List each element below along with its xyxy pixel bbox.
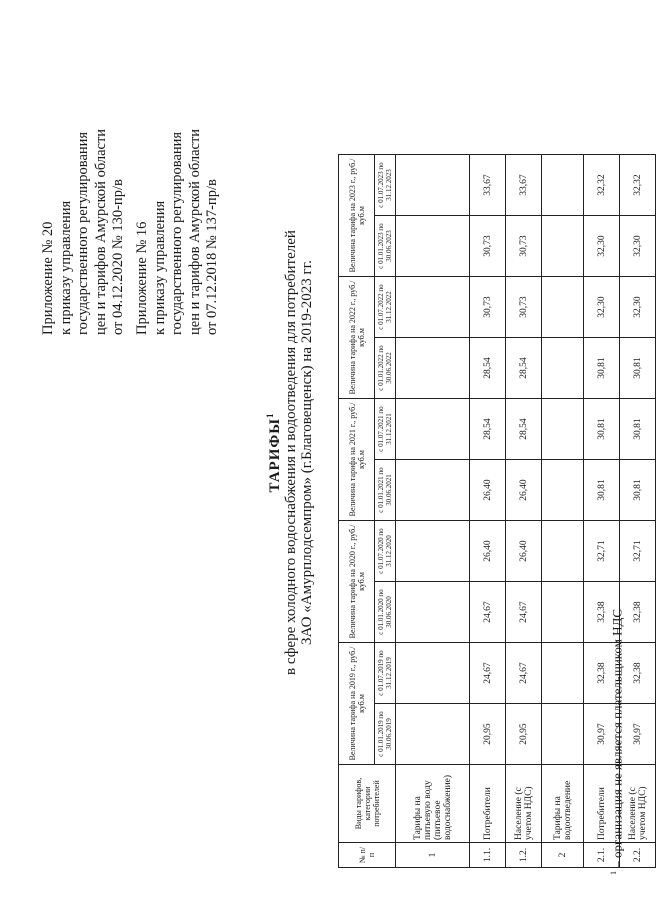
header-year-2019: Величина тарифа на 2019 г., руб./куб.м — [339, 643, 375, 765]
value-cell: 32,38 — [584, 582, 620, 643]
value-cell: 30,81 — [620, 399, 656, 460]
value-cell — [542, 460, 584, 521]
appendix-line: Приложение № 16 — [134, 221, 150, 335]
value-cell: 26,40 — [470, 460, 506, 521]
table-period-row — [375, 155, 396, 868]
table-row — [470, 155, 506, 868]
value-cell — [542, 643, 584, 704]
appendix-20-block — [40, 129, 128, 335]
value-cell: 32,32 — [620, 155, 656, 216]
value-cell: 30,81 — [584, 338, 620, 399]
row-name: Население (с учетом НДС) — [620, 765, 656, 843]
period-cell: с 01.01.2021 по 30.06.2021 — [375, 460, 396, 521]
row-num: 2.2. — [620, 843, 656, 868]
value-cell: 32,30 — [620, 216, 656, 277]
row-num: 1.1. — [470, 843, 506, 868]
header-year-2020: Величина тарифа на 2020 г., руб./куб.м — [339, 521, 375, 643]
value-cell: 30,81 — [584, 399, 620, 460]
value-cell: 28,54 — [506, 338, 542, 399]
value-cell: 30,81 — [620, 460, 656, 521]
value-cell — [396, 399, 470, 460]
period-cell: с 01.07.2021 по 31.12.2021 — [375, 399, 396, 460]
period-cell: с 01.01.2023 по 30.06.2023 — [375, 216, 396, 277]
appendix-line: от 07.12.2018 № 137-пр/в — [204, 179, 221, 335]
value-cell: 32,38 — [584, 643, 620, 704]
value-cell: 28,54 — [470, 399, 506, 460]
table-row — [396, 155, 470, 868]
value-cell: 30,73 — [506, 277, 542, 338]
row-name: Тарифы на питьевую воду (питьевое водоснабжение) — [396, 765, 470, 843]
appendix-16-block — [134, 129, 222, 335]
appendix-line: государственного регулирования — [75, 131, 92, 335]
value-cell: 30,73 — [506, 216, 542, 277]
value-cell: 24,67 — [506, 643, 542, 704]
period-cell: с 01.01.2019 по 30.06.2019 — [375, 704, 396, 765]
header-year-2021: Величина тарифа на 2021 г., руб./куб.м — [339, 399, 375, 521]
value-cell — [542, 277, 584, 338]
value-cell: 32,32 — [584, 155, 620, 216]
value-cell: 28,54 — [506, 399, 542, 460]
value-cell: 32,38 — [620, 582, 656, 643]
value-cell: 30,73 — [470, 216, 506, 277]
appendix-line: к приказу управления — [57, 200, 74, 335]
title-line-2: ЗАО «Амурплодсемпром» (г.Благовещенск) на 2019-2023 гг. — [299, 260, 315, 645]
table-row — [542, 155, 584, 868]
value-cell — [542, 338, 584, 399]
title-line-1: в сфере холодного водоснабжения и водоотведения для потребителей — [283, 230, 299, 675]
value-cell: 33,67 — [470, 155, 506, 216]
appendix-line: цен и тарифов Амурской области — [186, 128, 203, 335]
row-num: 2 — [542, 843, 584, 868]
value-cell: 32,30 — [584, 277, 620, 338]
period-cell: с 01.07.2020 по 31.12.2020 — [375, 521, 396, 582]
value-cell: 30,81 — [584, 460, 620, 521]
value-cell — [542, 399, 584, 460]
row-name: Население (с учетом НДС) — [506, 765, 542, 843]
value-cell: 20,95 — [506, 704, 542, 765]
value-cell: 26,40 — [470, 521, 506, 582]
period-cell: с 01.01.2020 по 30.06.2020 — [375, 582, 396, 643]
appendix-line: от 04.12.2020 № 130-пр/в — [110, 179, 127, 335]
value-cell — [542, 155, 584, 216]
value-cell — [396, 460, 470, 521]
footnote-mark: 1 — [609, 871, 618, 875]
value-cell — [396, 216, 470, 277]
value-cell — [396, 704, 470, 765]
value-cell — [396, 582, 470, 643]
table-header-row — [339, 155, 375, 868]
appendix-line: Приложение № 20 — [40, 221, 56, 335]
row-name: Потребители — [584, 765, 620, 843]
value-cell: 32,71 — [620, 521, 656, 582]
value-cell — [542, 216, 584, 277]
footnote — [609, 609, 625, 875]
value-cell — [542, 521, 584, 582]
row-name: Тарифы на водоотведение — [542, 765, 584, 843]
value-cell: 24,67 — [470, 582, 506, 643]
row-name: Потребители — [470, 765, 506, 843]
value-cell — [396, 155, 470, 216]
appendix-line: государственного регулирования — [169, 131, 186, 335]
value-cell: 24,67 — [470, 643, 506, 704]
title-heading: ТАРИФЫ — [267, 417, 283, 493]
title-footnote-mark: 1 — [265, 412, 275, 418]
title-heading-line — [262, 0, 283, 905]
document-title — [262, 0, 315, 905]
header-type: Виды тарифов, категории потребителей — [339, 765, 396, 843]
value-cell: 30,97 — [620, 704, 656, 765]
period-cell: с 01.07.2019 по 31.12.2019 — [375, 643, 396, 704]
period-cell: с 01.07.2022 по 31.12.2022 — [375, 277, 396, 338]
appendix-line: к приказу управления — [151, 200, 168, 335]
value-cell: 30,97 — [584, 704, 620, 765]
header-year-2023: Величина тарифа на 2023 г., руб./куб.м — [339, 155, 375, 277]
row-num: 1.2. — [506, 843, 542, 868]
value-cell: 24,67 — [506, 582, 542, 643]
footnote-text: – организация не является плательщиком НДС — [609, 608, 625, 871]
value-cell — [396, 521, 470, 582]
value-cell: 33,67 — [506, 155, 542, 216]
value-cell: 32,30 — [584, 216, 620, 277]
value-cell: 26,40 — [506, 460, 542, 521]
value-cell — [542, 582, 584, 643]
value-cell: 32,30 — [620, 277, 656, 338]
value-cell: 28,54 — [470, 338, 506, 399]
header-year-2022: Величина тарифа на 2022 г., руб./куб.м — [339, 277, 375, 399]
value-cell: 20,95 — [470, 704, 506, 765]
value-cell: 32,71 — [584, 521, 620, 582]
value-cell: 32,38 — [620, 643, 656, 704]
value-cell: 26,40 — [506, 521, 542, 582]
row-num: 2.1. — [584, 843, 620, 868]
period-cell: с 01.07.2023 по 31.12.2023 — [375, 155, 396, 216]
value-cell: 30,73 — [470, 277, 506, 338]
period-cell: с 01.01.2022 по 30.06.2022 — [375, 338, 396, 399]
appendix-line: цен и тарифов Амурской области — [92, 128, 109, 335]
header-num: № п/п — [339, 843, 396, 868]
value-cell — [396, 277, 470, 338]
value-cell: 30,81 — [620, 338, 656, 399]
value-cell — [396, 643, 470, 704]
table-row — [506, 155, 542, 868]
value-cell — [396, 338, 470, 399]
row-num: 1 — [396, 843, 470, 868]
value-cell — [542, 704, 584, 765]
